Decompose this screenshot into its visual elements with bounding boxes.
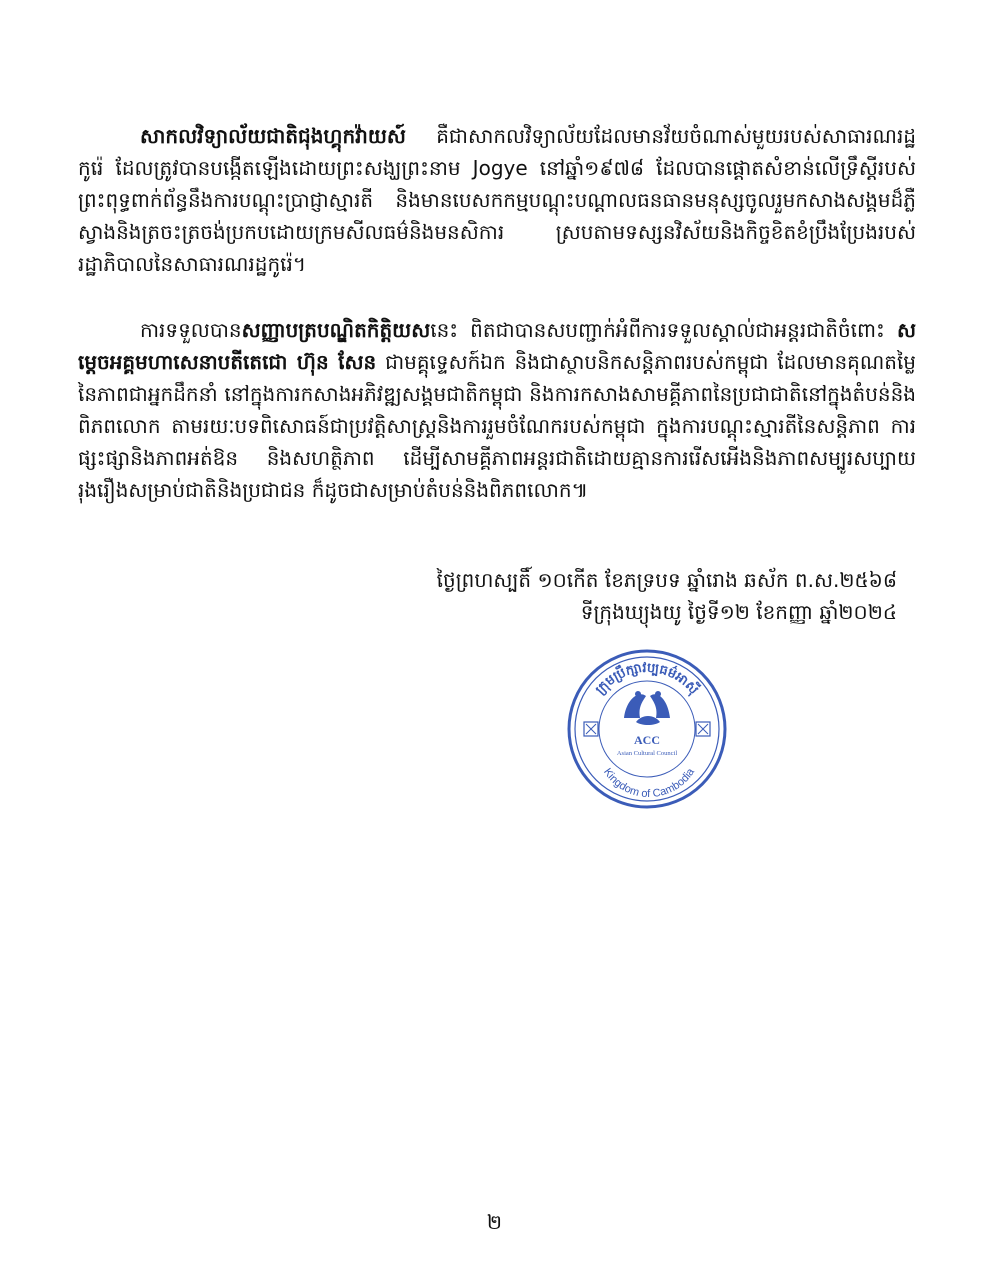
paragraph2-mid: នេះ ពិតជាបានសបញ្ជាក់អំពីការទទួលស្គាល់ជាអន្តរជាតិចំពោះ (430, 318, 897, 342)
seal-council-name: Asian Cultural Council (616, 750, 678, 757)
lunar-date: ថ្ងៃព្រហស្បតិ៍ ១០កើត ខែភទ្របទ ឆ្នាំរោង ឆស័ក ព.ស.២៥៦៨ (436, 568, 897, 592)
seal-bottom-text: Kingdom of Cambodia (601, 766, 697, 801)
honorary-degree-title: សញ្ញាបត្របណ្ឌិតកិត្តិយស (241, 318, 431, 342)
ornament-right-icon (696, 722, 710, 736)
paragraph-university (78, 120, 916, 280)
paragraph1-body: គឺជាសាកលវិទ្យាល័យដែលមានវ័យចំណាស់មួយរបស់សាធារណរដ្ឋកូរ៉េ ដែលត្រូវបានបង្កើតឡើងដោយព្រះសង្ឃព្រះនាម Jogye នៅឆ្នាំ១៩៧៨ ដែលបានផ្តោតសំខាន់លើទ្រឹស្តីរបស់ព្រះពុទ្ធពាក់ព័ន្ធនឹងការបណ្តុះប្រាជ្ញាស្មារតី និងមានបេសកកម្មបណ្តុះបណ្តាលធនធានមនុស្សចូលរួមកសាងសង្គមដ៏ភ្លឺស្វាងនិងត្រចះត្រចង់ប្រកបដោយក្រមសីលធម៌និងមនសិការ ស្របតាមទស្សនវិស័យនិងកិច្ចខិតខំប្រឹងប្រែងរបស់រដ្ឋាភិបាលនៃសាធារណរដ្ឋកូរ៉េ។ (78, 124, 916, 276)
recipient-name: សម្តេចអគ្គមហាសេនាបតីតេជោ ហ៊ុន សែន (78, 318, 916, 374)
paragraph-honorary-degree (78, 314, 916, 506)
seal-top-text: ក្រុមប្រឹក្សាវប្បធម៌អាស៊ី (592, 660, 702, 698)
seal-stamp (566, 648, 728, 810)
seal-abbreviation: ACC (634, 733, 660, 747)
university-name: សាកលវិទ្យាល័យជាតិជុងហ្គុកវ៉ាយស៍ (140, 124, 406, 148)
page-number: ២ (486, 1210, 503, 1234)
paragraph2-rest: ជាមគ្គុទ្ទេសក៍ឯក និងជាស្ថាបនិកសន្តិភាពរបស់កម្ពុជា ដែលមានគុណតម្លៃនៃភាពជាអ្នកដឹកនាំ នៅក្នុងការកសាងអភិវឌ្ឍសង្គមជាតិកម្ពុជា និងការកសាងសាមគ្គីភាពនៃប្រជាជាតិនៅក្នុងតំបន់និងពិភពលោក តាមរយៈបទពិសោធន៍ជាប្រវត្តិសាស្ត្រនិងការរួមចំណែករបស់កម្ពុជា ក្នុងការបណ្តុះស្មារតីនៃសន្តិភាព ការផ្សះផ្សានិងភាពអត់ឱន និងសហត្ថិភាព ដើម្បីសាមគ្គីភាពអន្តរជាតិដោយគ្មានការរើសអើងនិងភាពសម្បូរសប្បាយរុងរឿងសម្រាប់ជាតិនិងប្រជាជន ក៏ដូចជាសម្រាប់តំបន់និងពិភពលោក៕ (78, 350, 916, 502)
paragraph2-intro: ការទទួលបាន (140, 318, 242, 342)
hands-emblem-icon (624, 691, 670, 725)
ornament-left-icon (584, 722, 598, 736)
solar-date-place: ទីក្រុងឃ្យុងយូ ថ្ងៃទី១២ ខែកញ្ញា ឆ្នាំ២០២៤ (580, 600, 897, 624)
